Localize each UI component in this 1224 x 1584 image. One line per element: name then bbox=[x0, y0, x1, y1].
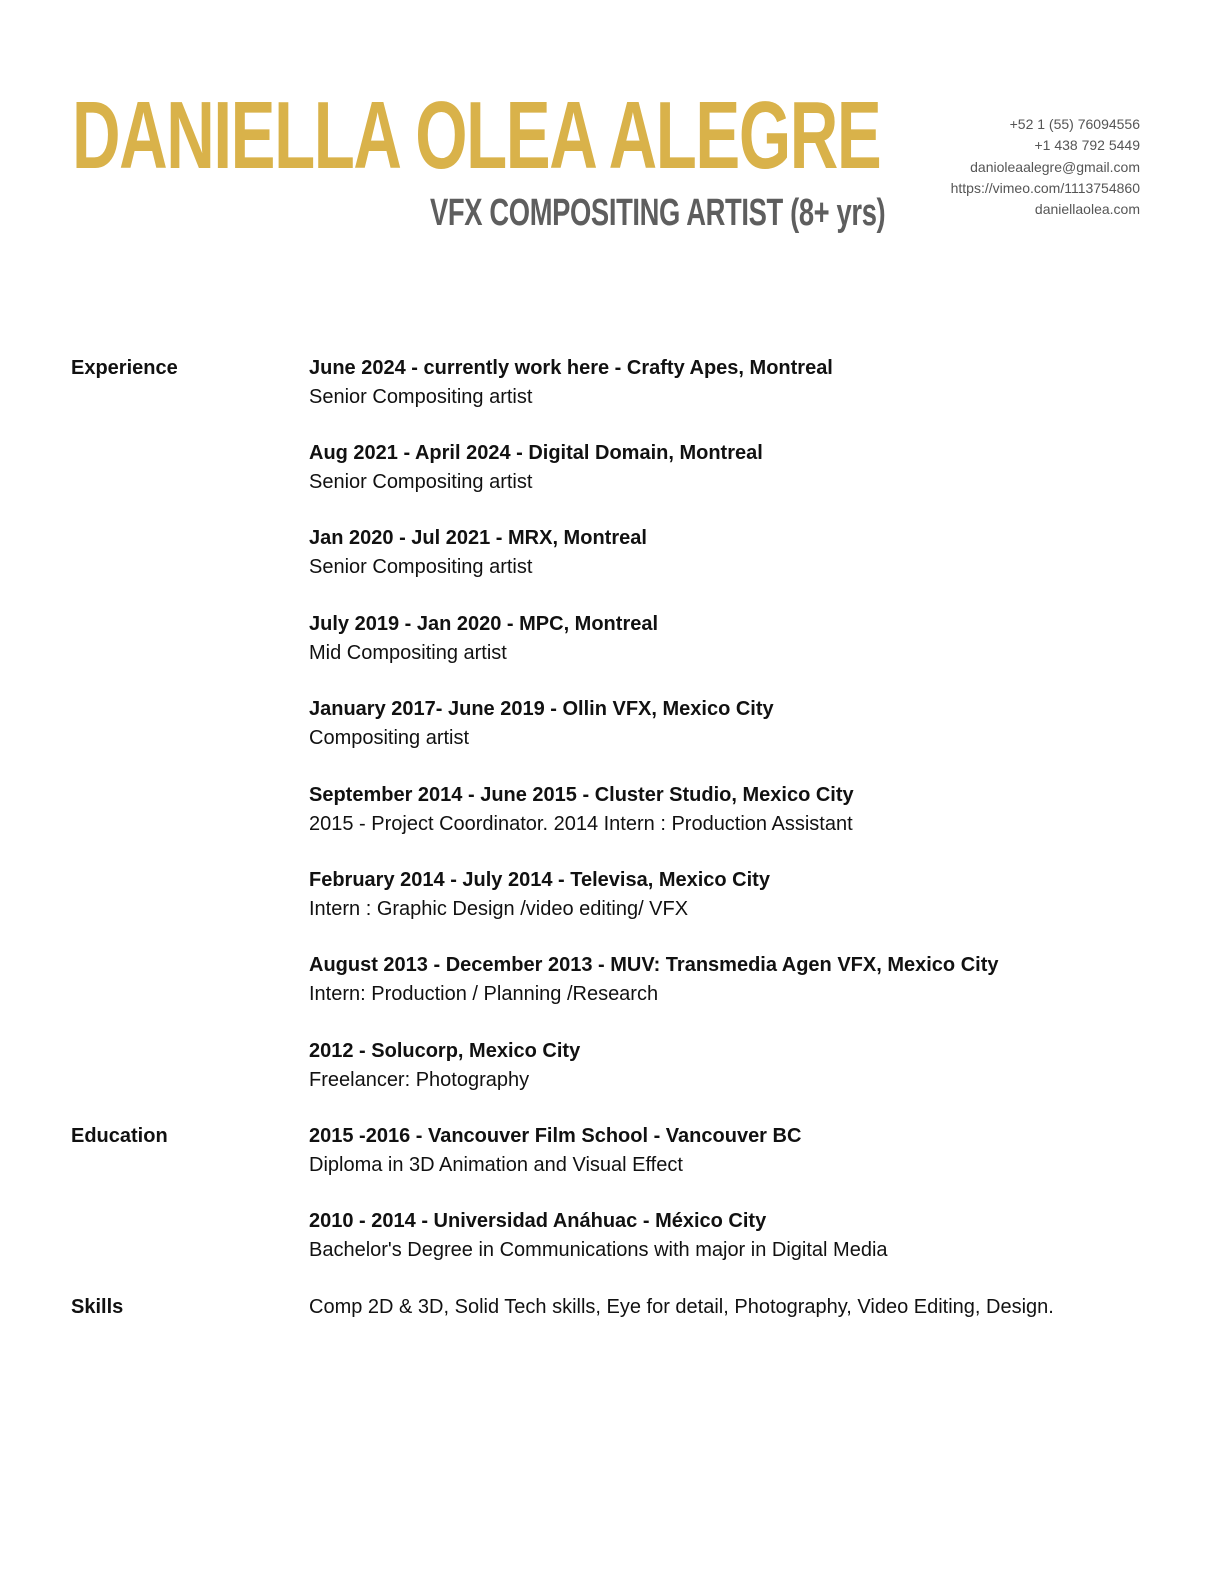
experience-entry bbox=[309, 524, 1189, 581]
contact-vimeo-link: https://vimeo.com/1113754860 bbox=[950, 179, 1140, 196]
experience-role: Senior Compositing artist bbox=[309, 470, 533, 493]
skills-heading: Skills bbox=[71, 1296, 124, 1318]
education-entry bbox=[309, 1122, 1189, 1179]
education-detail: Bachelor's Degree in Communications with major in Digital Media bbox=[309, 1238, 888, 1261]
experience-heading: Experience bbox=[71, 357, 178, 379]
contact-phone-ca: +1 438 792 5449 bbox=[1034, 137, 1140, 154]
experience-entry bbox=[309, 1037, 1189, 1094]
contact-phone-mx: +52 1 (55) 76094556 bbox=[1009, 116, 1140, 132]
experience-title: January 2017- June 2019 - Ollin VFX, Mexico City bbox=[309, 698, 774, 720]
experience-entry bbox=[309, 354, 1189, 411]
experience-title: Jan 2020 - Jul 2021 - MRX, Montreal bbox=[309, 527, 647, 549]
resume-job-title: VFX COMPOSITING ARTIST (8+ yrs) bbox=[430, 192, 886, 234]
experience-role: 2015 - Project Coordinator. 2014 Intern : Production Assistant bbox=[309, 812, 853, 835]
experience-role: Intern: Production / Planning /Research bbox=[309, 982, 659, 1005]
skills-list: Comp 2D & 3D, Solid Tech skills, Eye for detail, Photography, Video Editing, Design. bbox=[309, 1296, 1054, 1318]
experience-role: Mid Compositing artist bbox=[309, 641, 507, 664]
education-detail: Diploma in 3D Animation and Visual Effect bbox=[309, 1153, 683, 1176]
education-heading: Education bbox=[71, 1125, 168, 1147]
contact-website: daniellaolea.com bbox=[1034, 201, 1140, 218]
experience-entry bbox=[309, 610, 1189, 667]
experience-role: Freelancer: Photography bbox=[309, 1068, 530, 1091]
contact-email: danioleaalegre@gmail.com bbox=[970, 158, 1140, 175]
experience-entry bbox=[309, 781, 1189, 838]
contact-block bbox=[951, 114, 1140, 220]
experience-role: Senior Compositing artist bbox=[309, 555, 533, 578]
experience-title: July 2019 - Jan 2020 - MPC, Montreal bbox=[309, 613, 659, 635]
experience-title: August 2013 - December 2013 - MUV: Transmedia Agen VFX, Mexico City bbox=[309, 954, 999, 976]
experience-entry bbox=[309, 866, 1189, 923]
education-entry bbox=[309, 1207, 1189, 1264]
experience-title: September 2014 - June 2015 - Cluster Studio, Mexico City bbox=[309, 784, 854, 806]
experience-title: 2012 - Solucorp, Mexico City bbox=[309, 1040, 581, 1062]
experience-title: Aug 2021 - April 2024 - Digital Domain, Montreal bbox=[309, 442, 763, 464]
experience-entry bbox=[309, 951, 1189, 1008]
education-title: 2010 - 2014 - Universidad Anáhuac - México City bbox=[309, 1210, 767, 1232]
experience-title: June 2024 - currently work here - Crafty Apes, Montreal bbox=[309, 357, 833, 379]
experience-entry bbox=[309, 439, 1189, 496]
experience-role: Compositing artist bbox=[309, 726, 470, 749]
experience-role: Senior Compositing artist bbox=[309, 385, 533, 408]
resume-name: DANIELLA OLEA ALEGRE bbox=[72, 82, 881, 189]
education-title: 2015 -2016 - Vancouver Film School - Vancouver BC bbox=[309, 1125, 802, 1147]
experience-title: February 2014 - July 2014 - Televisa, Mexico City bbox=[309, 869, 770, 891]
experience-entry bbox=[309, 695, 1189, 752]
experience-role: Intern : Graphic Design /video editing/ VFX bbox=[309, 897, 689, 920]
